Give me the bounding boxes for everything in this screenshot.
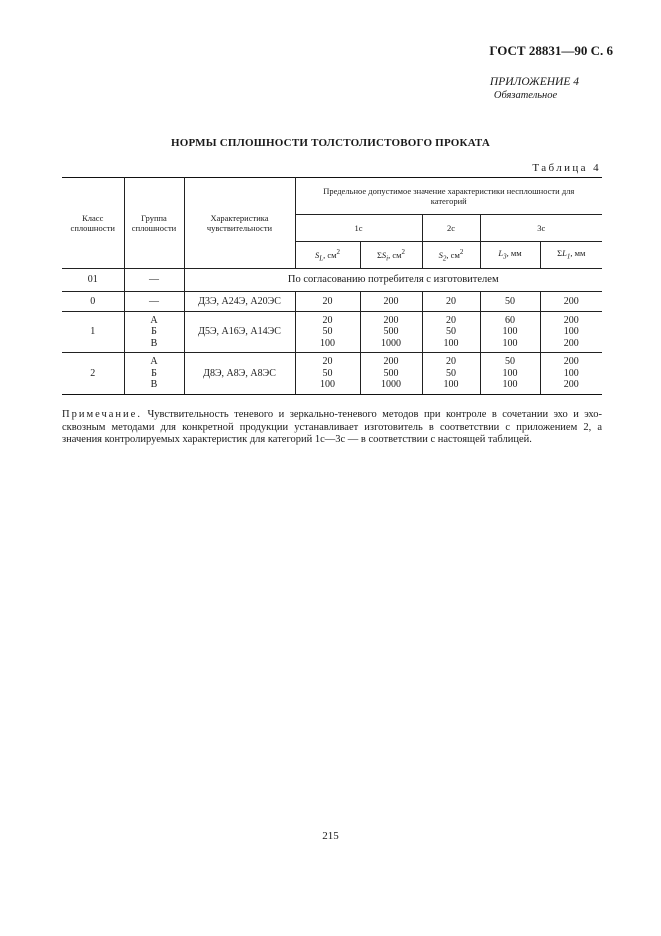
row2-gruppa: А Б В — [124, 353, 184, 395]
appendix-title: ПРИЛОЖЕНИЕ 4 — [489, 76, 579, 88]
table-note — [62, 409, 602, 447]
subheader-sum-si: $\Sigma S_i$, $см^2$ — [360, 242, 422, 269]
norms-table — [62, 177, 602, 395]
row1-c5: 200 100 200 — [540, 312, 602, 353]
row1-gruppa: А Б В — [124, 312, 184, 353]
row2-c3: 20 50 100 — [422, 353, 480, 395]
row1-c1: 20 50 100 — [295, 312, 360, 353]
row1-c2: 200 500 1000 — [360, 312, 422, 353]
row2-characteristic: Д8Э, А8Э, А8ЭС — [184, 353, 295, 395]
header-klass: Класс сплошности — [62, 178, 124, 269]
header-gruppa: Группа сплошности — [124, 178, 184, 269]
row1-c3: 20 50 100 — [422, 312, 480, 353]
subheader-s2: $S_2$, $см^2$ — [422, 242, 480, 269]
subheader-sum-l1: $\Sigma L_1$, мм — [540, 242, 602, 269]
row2-c1: 20 50 100 — [295, 353, 360, 395]
subheader-sl: $S_L$, $см^2$ — [295, 242, 360, 269]
row1-c4: 60 100 100 — [480, 312, 540, 353]
header-cat-3c: 3с — [480, 215, 602, 242]
row0-characteristic: Д3Э, А24Э, А20ЭС — [184, 292, 295, 312]
appendix-block — [490, 76, 579, 102]
note-text: Чувствительность теневого и зеркально-теневого методов при контроле в сочетании эхо и эхо-сквозным методами для конкретной продукции устанавливает изготовитель в соответствии с приложением 2, а значения контролируемых характеристик для категорий 1с—3с — в соответствии с настоящей таблицей. — [62, 409, 603, 445]
note-label: Примечание. — [62, 409, 142, 420]
row01-klass: 01 — [62, 269, 124, 292]
page-title: НОРМЫ СПЛОШНОСТИ ТОЛСТОЛИСТОВОГО ПРОКАТА — [170, 137, 491, 149]
table-label: Таблица 4 — [532, 162, 601, 174]
header-characteristic: Характеристика чувствительности — [184, 178, 295, 269]
subheader-l3: $L_3$, мм — [480, 242, 540, 269]
row1-characteristic: Д5Э, А16Э, А14ЭС — [184, 312, 295, 353]
row01-gruppa: — — [124, 269, 184, 292]
header-cat-2c: 2с — [422, 215, 480, 242]
row0-c3: 20 — [422, 292, 480, 312]
row2-c2: 200 500 1000 — [360, 353, 422, 395]
row0-gruppa: — — [124, 292, 184, 312]
row0-c5: 200 — [540, 292, 602, 312]
row2-c4: 50 100 100 — [480, 353, 540, 395]
row1-klass: 1 — [62, 312, 124, 353]
row2-klass: 2 — [62, 353, 124, 395]
row0-c2: 200 — [360, 292, 422, 312]
row0-c1: 20 — [295, 292, 360, 312]
document-header: ГОСТ 28831—90 С. 6 — [489, 43, 613, 58]
appendix-status: Обязательное — [493, 90, 558, 101]
row2-c5: 200 100 200 — [540, 353, 602, 395]
row01-text: По согласованию потребителя с изготовителем — [184, 269, 602, 292]
header-limit: Предельное допустимое значение характеристики несплошности для категорий — [295, 178, 602, 215]
page-number: 215 — [322, 830, 339, 842]
row0-klass: 0 — [62, 292, 124, 312]
row0-c4: 50 — [480, 292, 540, 312]
header-cat-1c: 1с — [295, 215, 422, 242]
